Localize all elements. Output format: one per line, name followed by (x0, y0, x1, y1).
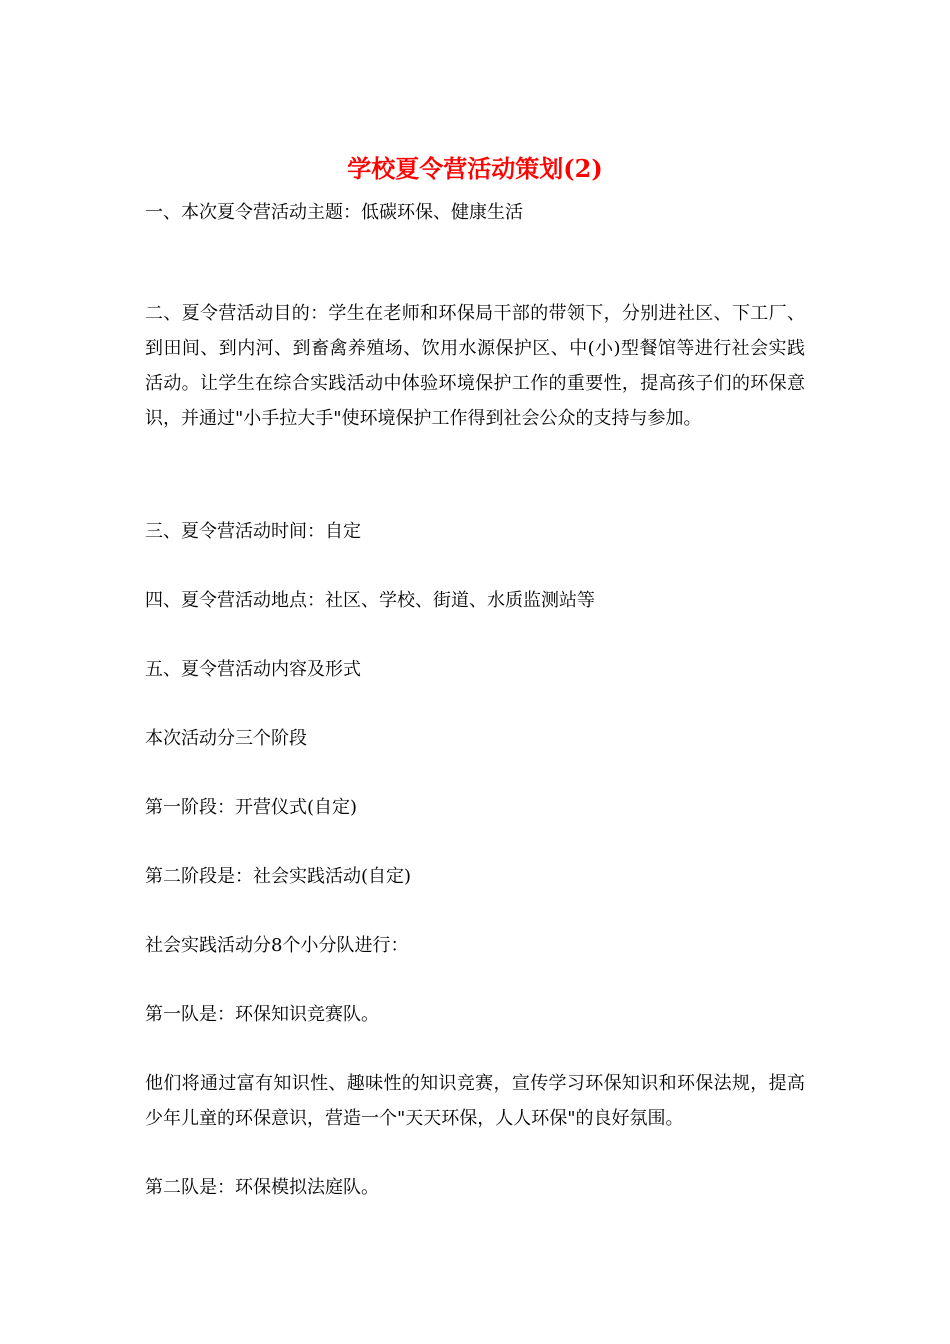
paragraph-stages: 本次活动分三个阶段 (145, 728, 307, 749)
paragraph-theme: 一、本次夏令营活动主题：低碳环保、健康生活 (145, 202, 523, 223)
paragraph-team-one: 第一队是：环保知识竞赛队。 (145, 1004, 379, 1025)
paragraph-stage-two: 第二阶段是：社会实践活动(自定) (145, 866, 412, 887)
paragraph-time: 三、夏令营活动时间：自定 (145, 521, 361, 542)
paragraph-purpose: 二、夏令营活动目的：学生在老师和环保局干部的带领下，分别进社区、下工厂、到田间、到内河、到畜禽养殖场、饮用水源保护区、中(小)型餐馆等进行社会实践活动。让学生在综合实践活动中体验环境保护工作的重要性，提高孩子们的环保意识，并通过"小手拉大手"使环境保护工作得到社会公众的支持与参加。 (145, 303, 805, 429)
paragraph-teams: 社会实践活动分8个小分队进行： (145, 935, 409, 956)
paragraph-team-one-detail: 他们将通过富有知识性、趣味性的知识竞赛，宣传学习环保知识和环保法规，提高少年儿童的环保意识，营造一个"天天环保，人人环保"的良好氛围。 (145, 1073, 805, 1129)
paragraph-team-two: 第二队是：环保模拟法庭队。 (145, 1177, 379, 1198)
paragraph-stage-one: 第一阶段：开营仪式(自定) (145, 797, 358, 818)
document-title: 学校夏令营活动策划(2) (347, 154, 603, 183)
paragraph-location: 四、夏令营活动地点：社区、学校、街道、水质监测站等 (145, 590, 595, 611)
paragraph-content-heading: 五、夏令营活动内容及形式 (145, 659, 361, 680)
